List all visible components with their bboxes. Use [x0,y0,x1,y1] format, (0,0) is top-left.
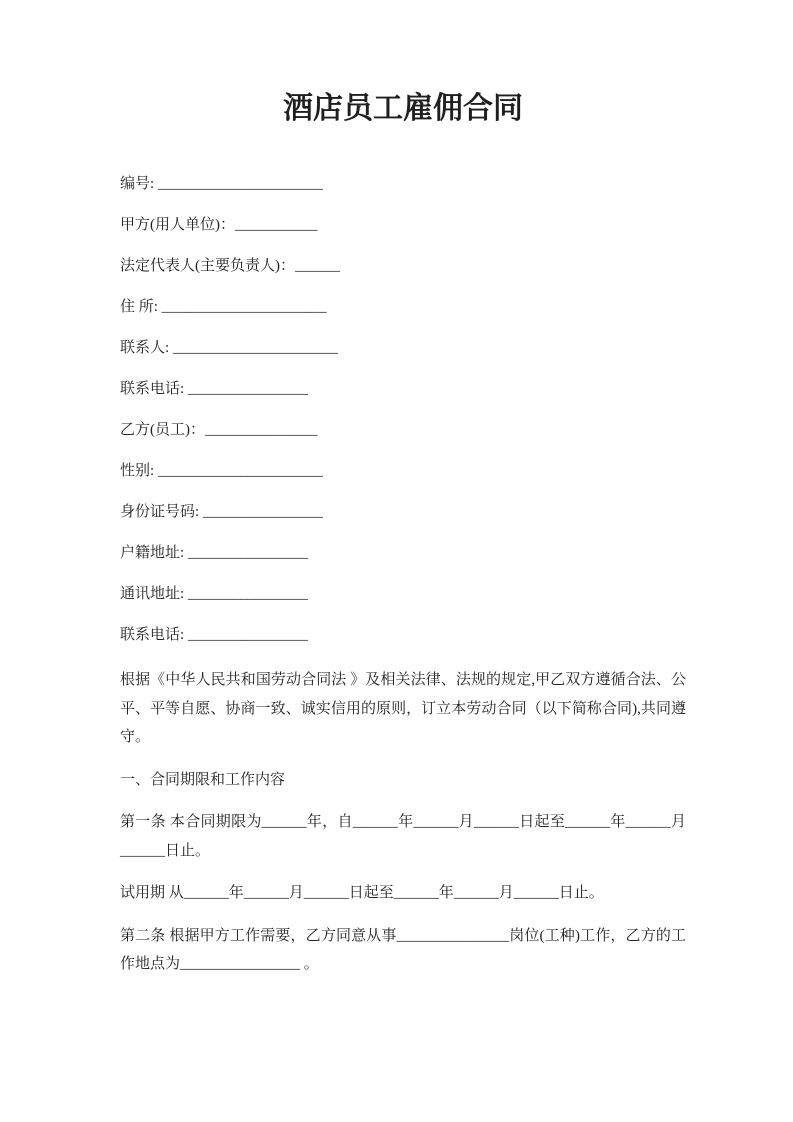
field-blank: ________________ [187,545,308,561]
field-label: 身份证号码: [120,504,203,520]
field-row-gender [120,461,686,481]
field-blank: ______________________ [172,340,338,356]
field-row-contact-phone-b [120,625,686,645]
section-heading: 一、合同期限和工作内容 [120,771,286,788]
field-row-contact-phone-a [120,379,686,399]
clause-contract-term: 第一条 本合同期限为______年，自______年______月______日起至______年______月______日止。 [120,814,686,859]
field-blank: ________________ [202,504,323,520]
fields-section [120,174,686,645]
clause-probation-period: 试用期 从______年______月______日起至______年______月______日止。 [120,885,604,901]
field-label: 法定代表人(主要负责人)： [120,258,295,274]
clause-position-and-location: 第二条 根据甲方工作需要，乙方同意从事_______________岗位(工种)工作，乙方的工作地点为________________ 。 [120,927,686,972]
field-label: 联系电话: [120,381,188,397]
preamble-paragraph: 根据《中华人民共和国劳动合同法 》及相关法律、法规的规定,甲乙双方遵循合法、公平、平等自愿、协商一致、诚实信用的原则，订立本劳动合同（以下简称合同),共同遵守。 [120,672,686,745]
field-row-household-address [120,543,686,563]
field-label: 户籍地址: [120,545,188,561]
field-row-contact-person [120,338,686,358]
field-label: 联系人: [120,340,173,356]
field-blank: ______________________ [157,176,323,192]
field-blank: ______________________ [157,463,323,479]
field-row-mailing-address [120,584,686,604]
field-blank: ______________________ [161,299,327,315]
field-label: 住 所: [120,299,162,315]
field-label: 通讯地址: [120,586,188,602]
field-label: 性别: [120,463,158,479]
field-row-party-a [120,215,686,235]
field-blank: ________________ [187,381,308,397]
document-title: 酒店员工雇佣合同 [283,92,523,125]
field-blank: ___________ [235,217,318,233]
field-row-party-b [120,420,686,440]
field-label: 编号: [120,176,158,192]
field-row-address [120,297,686,317]
field-row-id-number [120,502,686,522]
field-label: 甲方(用人单位)： [120,217,235,233]
field-label: 乙方(员工)： [120,422,205,438]
field-label: 联系电话: [120,627,188,643]
field-blank: ________________ [187,627,308,643]
field-blank: _______________ [205,422,318,438]
field-row-number [120,174,686,194]
field-blank: ________________ [187,586,308,602]
field-blank: ______ [295,258,340,274]
field-row-legal-representative [120,256,686,276]
